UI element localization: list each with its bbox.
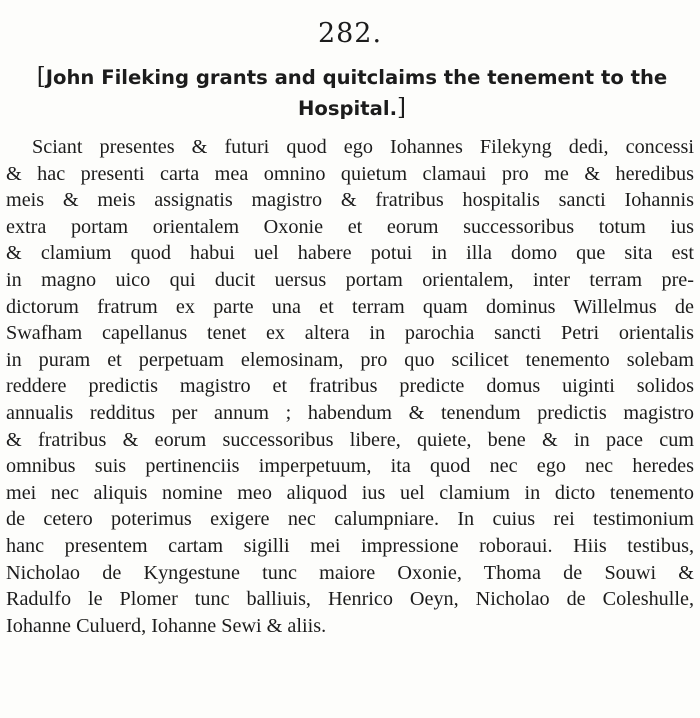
text-line: annualis redditus per annum ; habendum & tenendum predictis magistro: [6, 401, 694, 424]
text-line: de cetero poterimus exigere nec calumpniare. In cuius rei testimonium: [6, 508, 694, 531]
text-line: omnibus suis pertinenciis imperpetuum, ita quod nec ego nec heredes: [6, 455, 694, 478]
text-line: Iohanne Culuerd, Iohanne Sewi & aliis.: [6, 614, 327, 637]
text-line: reddere predictis magistro et fratribus predicte domus uiginti solidos: [6, 375, 694, 398]
text-line: in magno uico qui ducit uersus portam orientalem, inter terram pre-: [6, 268, 694, 291]
charter-text: [6, 134, 694, 639]
text-line: Nicholao de Kyngestune tunc maiore Oxonie, Thoma de Souwi &: [6, 561, 694, 584]
heading-close-bracket: ]: [397, 95, 406, 121]
text-line: in puram et perpetuam elemosinam, pro quo scilicet tenemento solebam: [6, 348, 694, 371]
text-line: dictorum fratrum ex parte una et terram quam dominus Willelmus de: [6, 295, 694, 318]
text-line: & clamium quod habui uel habere potui in illa domo que sita est: [6, 242, 694, 265]
text-line: extra portam orientalem Oxonie et eorum successoribus totum ius: [6, 215, 694, 238]
charter-number: 282.: [317, 18, 383, 49]
text-line: Sciant presentes & futuri quod ego Iohannes Filekyng dedi, concessi: [32, 136, 694, 158]
text-line: & fratribus & eorum successoribus libere, quiete, bene & in pace cum: [6, 428, 694, 451]
text-line: hanc presentem cartam sigilli mei impressione roboraui. Hiis testibus,: [6, 534, 694, 557]
text-line: & hac presenti carta mea omnino quietum clamaui pro me & heredibus: [6, 162, 694, 185]
heading-line-1: John Fileking grants and quitclaims the tenement to the: [45, 66, 668, 89]
text-line: Radulfo le Plomer tunc balliuis, Henrico Oeyn, Nicholao de Coleshulle,: [6, 588, 694, 611]
charter-heading: [14, 62, 690, 124]
text-line: meis & meis assignatis magistro & fratribus hospitalis sancti Iohannis: [6, 189, 694, 212]
text-line: mei nec aliquis nomine meo aliquod ius uel clamium in dicto tenemento: [6, 481, 694, 504]
heading-line-2: Hospital.: [298, 97, 398, 120]
heading-open-bracket: [: [36, 64, 46, 90]
text-line: Swafham capellanus tenet ex altera in parochia sancti Petri orientalis: [6, 322, 694, 345]
